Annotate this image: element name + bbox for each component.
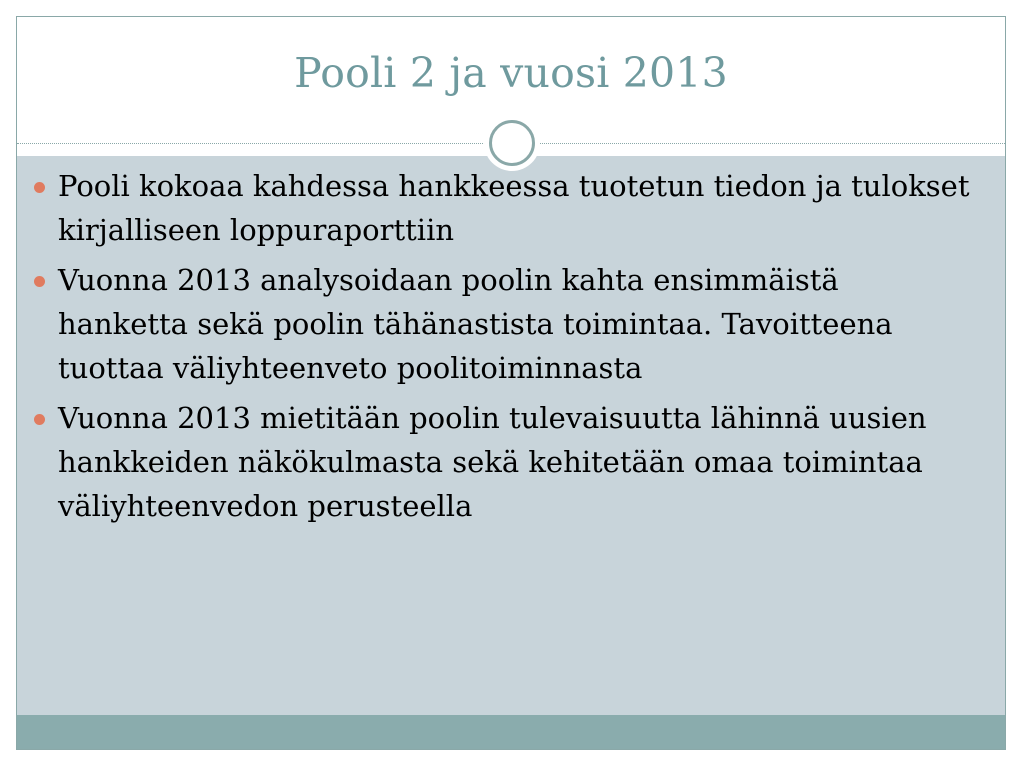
footer-band: [17, 715, 1005, 749]
bullet-dot-icon: [34, 182, 45, 193]
bullet-dot-icon: [34, 276, 45, 287]
bullet-list: [34, 164, 974, 534]
bullet-item: [34, 258, 974, 390]
bullet-text: Vuonna 2013 mietitään poolin tulevaisuutta lähinnä uusien hankkeiden näkökulmasta sekä kehitetään omaa toimintaa väliyhteenvedon perusteella: [58, 401, 927, 523]
slide-title: Pooli 2 ja vuosi 2013: [294, 49, 728, 97]
bullet-text: Vuonna 2013 analysoidaan poolin kahta ensimmäistä hanketta sekä poolin tähänastista toimintaa. Tavoitteena tuottaa väliyhteenveto poolitoiminnasta: [58, 263, 893, 385]
bullet-dot-icon: [34, 414, 45, 425]
bullet-text: Pooli kokoaa kahdessa hankkeessa tuotetun tiedon ja tulokset kirjalliseen loppuraporttiin: [58, 169, 970, 247]
bullet-item: [34, 396, 974, 528]
circle-ornament-icon: [484, 115, 540, 171]
bullet-item: [34, 164, 974, 252]
